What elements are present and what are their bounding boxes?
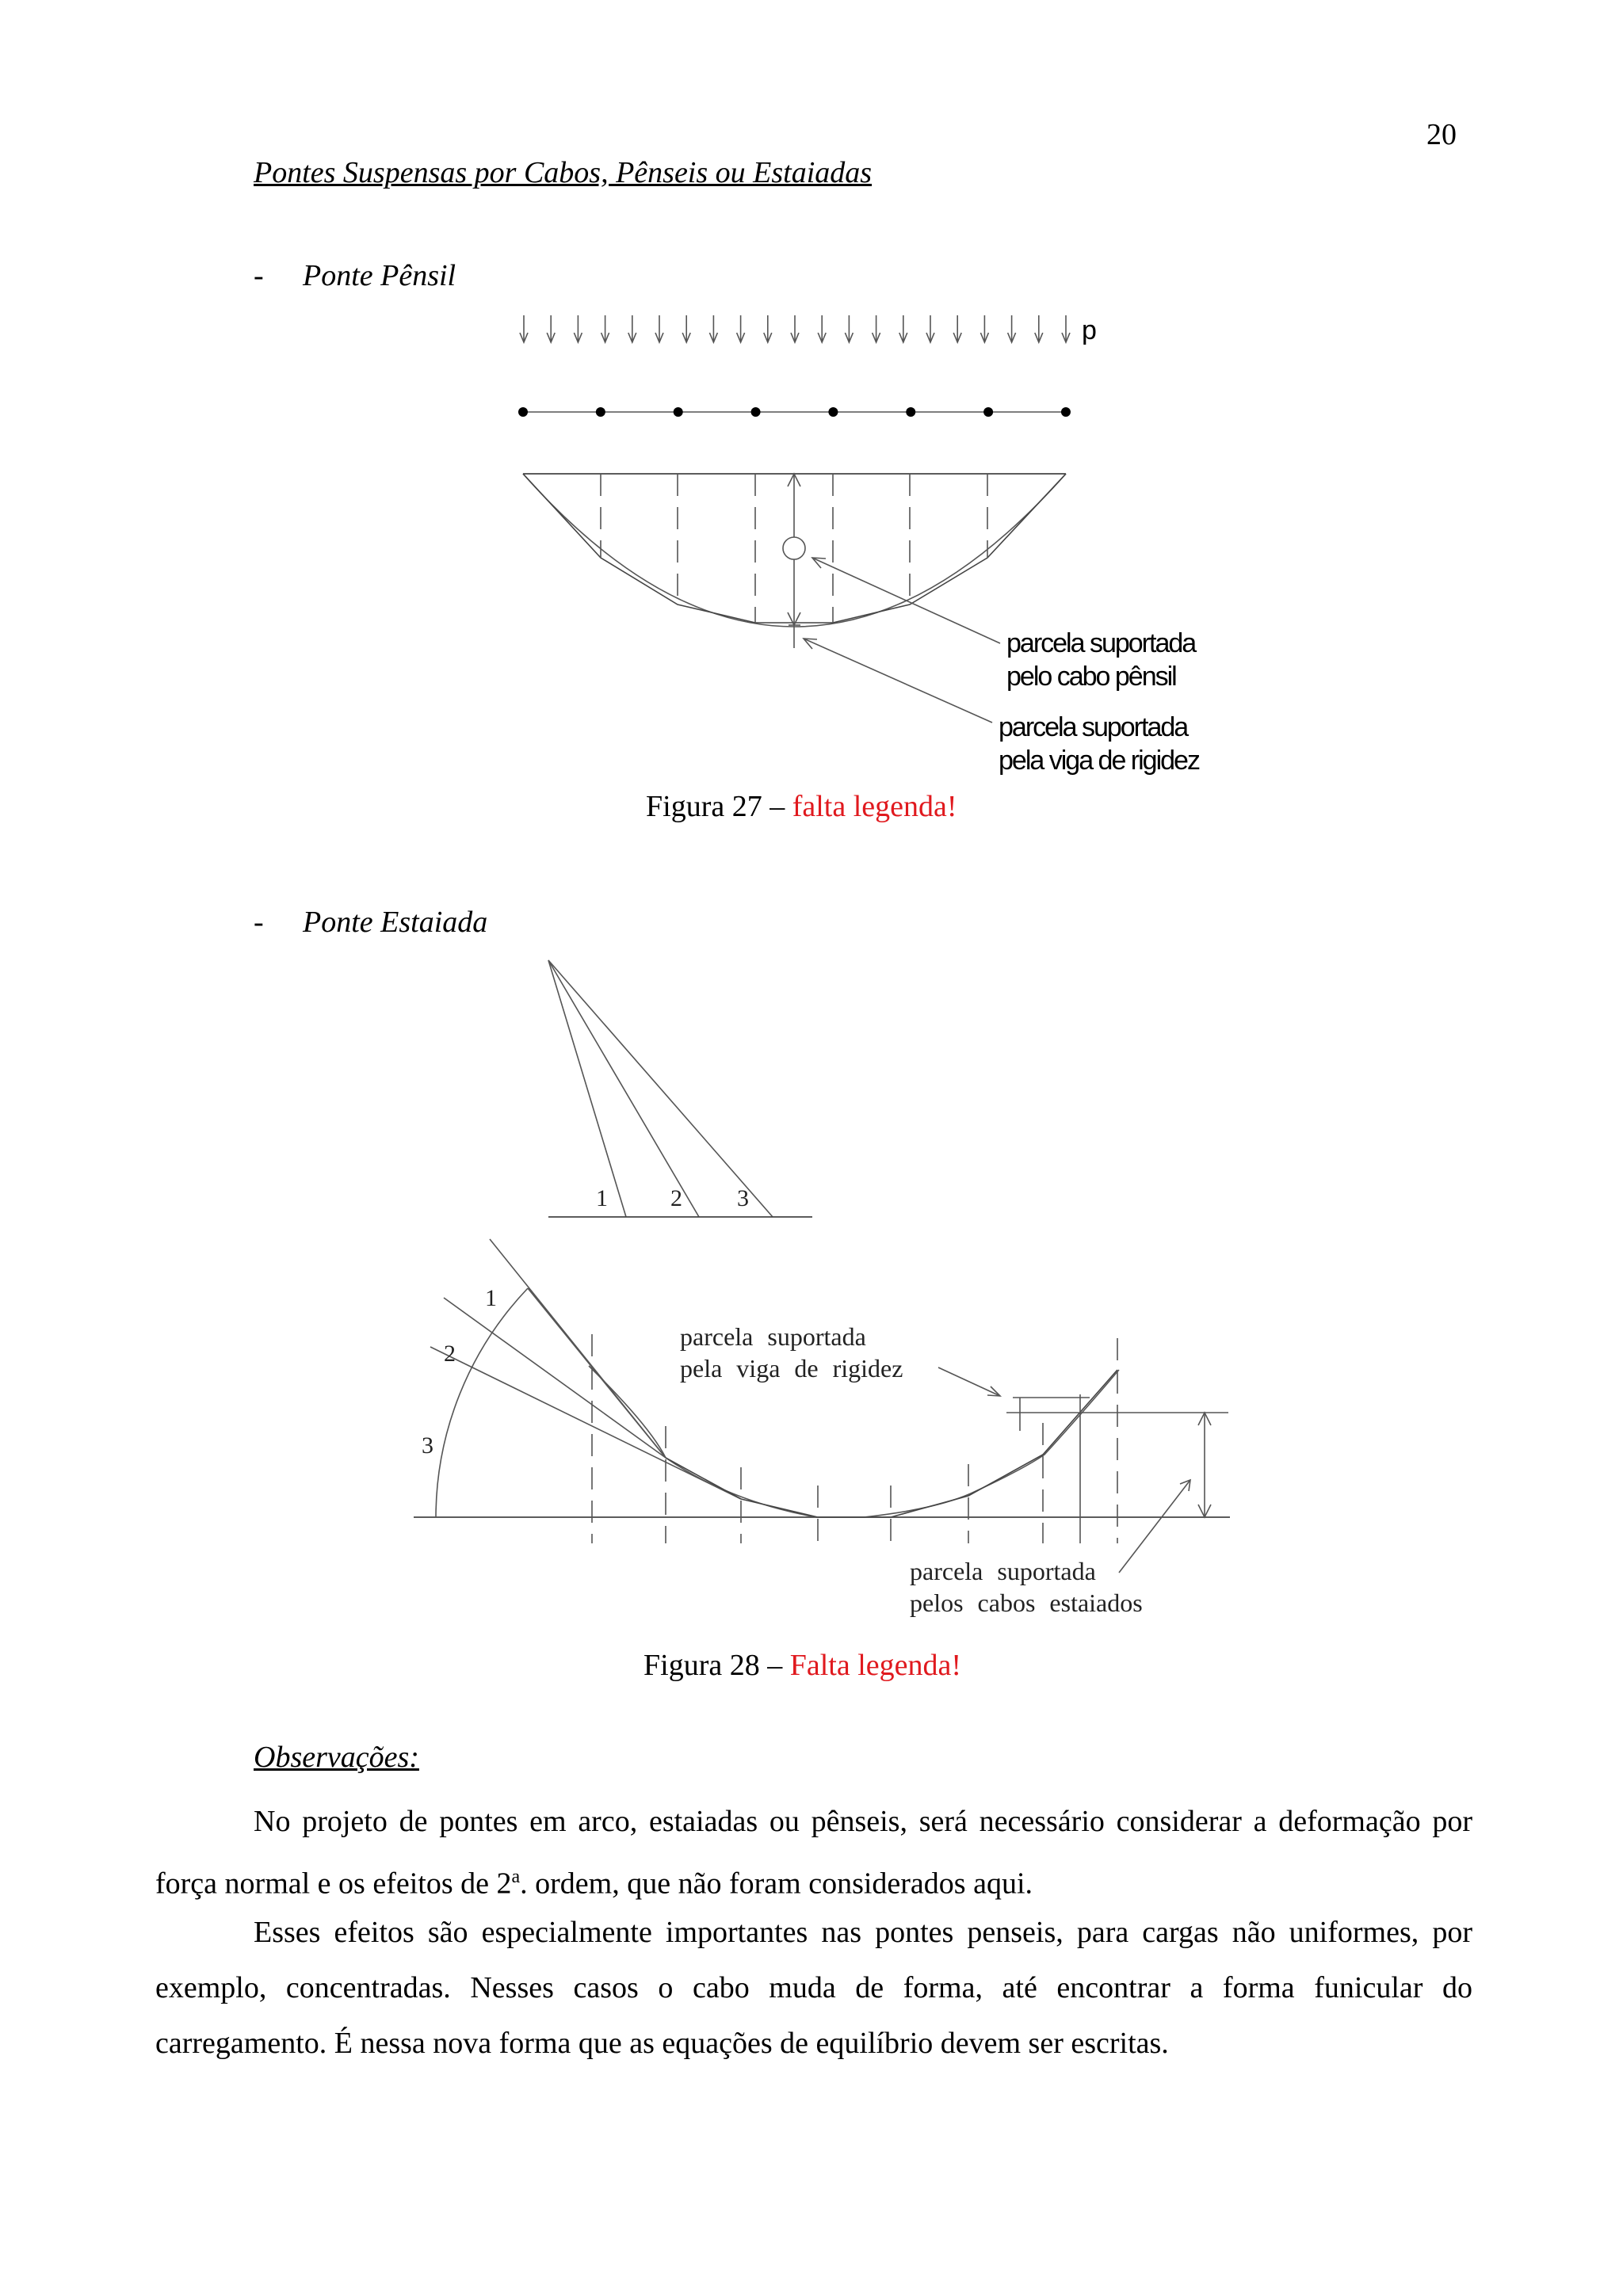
- label-cables-share-2: pelos cabos estaiados: [910, 1589, 1143, 1617]
- bullet-dash: -: [254, 259, 264, 292]
- label-beam-share-1: parcela suportada: [680, 1322, 866, 1351]
- arc-number-3: 3: [422, 1432, 433, 1459]
- observations-paragraph-2: Esses efeitos são especialmente importantes nas pontes penseis, para cargas não uniformes, por exemplo, concentradas. Nesses casos o cabo muda de forma, até encontrar a forma funicular do carregamento. É nessa nova forma que as equações de equilíbrio devem ser escritas.: [155, 1916, 1472, 2060]
- fig27-subheading: Ponte Pênsil: [303, 259, 456, 292]
- arc-number-2: 2: [444, 1341, 456, 1367]
- fig27-caption-prefix: Figura 27 –: [646, 790, 792, 823]
- funicular-curve: [589, 1366, 1119, 1517]
- fig28-subheading: Ponte Estaiada: [303, 906, 488, 939]
- label-beam-share-1: parcela suportada: [999, 712, 1188, 742]
- stay-3: [548, 960, 773, 1217]
- section-heading: Pontes Suspensas por Cabos, Pênseis ou Estaiadas: [254, 156, 873, 189]
- observations-title: Observações:: [254, 1741, 419, 1774]
- para1-text-b: . ordem, que não foram considerados aqui.: [520, 1867, 1033, 1901]
- page-number: 20: [1426, 118, 1457, 151]
- stay-2: [548, 960, 699, 1217]
- stay-number-2: 2: [670, 1185, 682, 1211]
- arc-number-1: 1: [485, 1285, 497, 1311]
- label-cable-share-2: pelo cabo pênsil: [1006, 662, 1176, 692]
- fig27-caption-note: falta legenda!: [792, 790, 957, 823]
- stay-1: [548, 960, 626, 1217]
- cable-polygon: [666, 1370, 1117, 1517]
- label-beam-share-2: pela viga de rigidez: [999, 746, 1199, 776]
- construction-arc: [436, 1288, 528, 1517]
- observations-paragraph-1: [155, 1794, 1472, 1912]
- label-cable-share-1: parcela suportada: [1006, 628, 1196, 658]
- load-label: p: [1082, 315, 1097, 345]
- cables-leader: [1119, 1480, 1190, 1573]
- fig28-caption-prefix: Figura 28 –: [643, 1649, 790, 1682]
- stay-number-1: 1: [596, 1185, 608, 1211]
- label-cables-share-1: parcela suportada: [910, 1557, 1096, 1585]
- bullet-dash: -: [254, 906, 264, 939]
- fig28-caption: [643, 1648, 961, 1683]
- label-beam-share-2: pela viga de rigidez: [680, 1354, 903, 1383]
- fig28-caption-note: Falta legenda!: [789, 1649, 962, 1682]
- stay-number-3: 3: [737, 1185, 749, 1211]
- beam-leader: [938, 1367, 1000, 1396]
- para1-superscript: a: [511, 1867, 521, 1887]
- para1-text-a: No projeto de pontes em arco, estaiadas ou pênseis, será necessário considerar a deformação por força normal e os efeitos de 2: [155, 1805, 1472, 1901]
